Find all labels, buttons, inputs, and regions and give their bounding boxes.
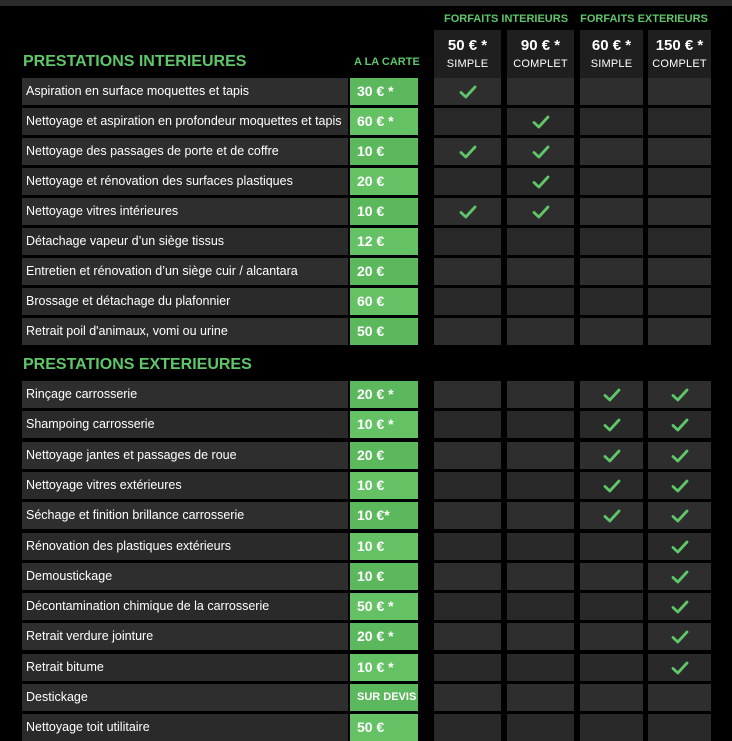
check-icon <box>459 85 477 99</box>
plan-cell <box>648 288 711 315</box>
a-la-carte-price: 60 € * <box>350 108 418 135</box>
service-label: Destickage <box>22 684 348 711</box>
plan-cell <box>648 593 711 620</box>
plan-cell <box>434 198 501 225</box>
check-icon <box>671 570 689 584</box>
check-icon <box>603 418 621 432</box>
a-la-carte-price: 50 € <box>350 714 418 741</box>
plan-cell <box>434 472 501 499</box>
a-la-carte-price: 10 €* <box>350 502 418 529</box>
service-label: Détachage vapeur d’un siège tissus <box>22 228 348 255</box>
plan-cell <box>580 714 643 741</box>
check-icon <box>459 145 477 159</box>
table-row <box>0 714 732 741</box>
plan-cell <box>507 563 574 590</box>
plan-cell <box>648 714 711 741</box>
plan-cell <box>507 228 574 255</box>
a-la-carte-price: 20 € <box>350 168 418 195</box>
service-label: Rénovation des plastiques extérieurs <box>22 533 348 560</box>
plan-cell <box>507 318 574 345</box>
plan-cell <box>648 533 711 560</box>
a-la-carte-price: 12 € <box>350 228 418 255</box>
plan-cell <box>434 138 501 165</box>
plan-cell <box>648 472 711 499</box>
plan-header-exterieur-complet <box>648 30 711 78</box>
a-la-carte-price: 10 € * <box>350 411 418 438</box>
plan-cell <box>580 258 643 285</box>
service-label: Nettoyage jantes et passages de roue <box>22 442 348 469</box>
plan-cell <box>507 623 574 650</box>
plan-price: 150 € * <box>655 37 704 54</box>
section-title-interieures: PRESTATIONS INTERIEURES <box>23 53 247 70</box>
service-label: Retrait bitume <box>22 654 348 681</box>
plan-cell <box>507 198 574 225</box>
forfaits-exterieurs-heading: FORFAITS EXTERIEURS <box>580 13 708 25</box>
table-row <box>0 228 732 255</box>
plan-cell <box>434 714 501 741</box>
plan-cell <box>507 593 574 620</box>
table-row <box>0 318 732 345</box>
plan-cell <box>507 502 574 529</box>
check-icon <box>603 479 621 493</box>
a-la-carte-price: 10 € <box>350 198 418 225</box>
plan-cell <box>580 502 643 529</box>
check-icon <box>671 388 689 402</box>
table-row <box>0 168 732 195</box>
plan-cell <box>580 198 643 225</box>
plan-cell <box>648 198 711 225</box>
plan-cell <box>648 381 711 408</box>
forfaits-interieurs-heading: FORFAITS INTERIEURS <box>443 13 569 25</box>
plan-cell <box>648 138 711 165</box>
plan-cell <box>580 138 643 165</box>
plan-cell <box>434 78 501 105</box>
a-la-carte-price: 60 € <box>350 288 418 315</box>
plan-cell <box>434 108 501 135</box>
plan-cell <box>434 593 501 620</box>
service-label: Nettoyage vitres intérieures <box>22 198 348 225</box>
plan-cell <box>434 318 501 345</box>
plan-cell <box>648 563 711 590</box>
a-la-carte-price: 50 € * <box>350 593 418 620</box>
plan-cell <box>507 654 574 681</box>
table-row <box>0 411 732 438</box>
check-icon <box>671 509 689 523</box>
plan-header-interieur-complet <box>507 30 574 78</box>
plan-header-interieur-simple <box>434 30 501 78</box>
a-la-carte-price: 20 € <box>350 442 418 469</box>
table-row <box>0 381 732 408</box>
service-label: Nettoyage et rénovation des surfaces plastiques <box>22 168 348 195</box>
check-icon <box>671 630 689 644</box>
plan-cell <box>580 533 643 560</box>
service-label: Aspiration en surface moquettes et tapis <box>22 78 348 105</box>
plan-cell <box>434 563 501 590</box>
plan-cell <box>648 502 711 529</box>
plan-cell <box>648 654 711 681</box>
check-icon <box>671 540 689 554</box>
plan-cell <box>507 442 574 469</box>
check-icon <box>671 418 689 432</box>
plan-cell <box>580 593 643 620</box>
plan-cell <box>580 228 643 255</box>
service-label: Nettoyage des passages de porte et de coffre <box>22 138 348 165</box>
table-row <box>0 472 732 499</box>
plan-cell <box>434 168 501 195</box>
check-icon <box>671 449 689 463</box>
table-row <box>0 533 732 560</box>
plan-cell <box>580 318 643 345</box>
plan-cell <box>434 684 501 711</box>
plan-type: COMPLET <box>513 58 568 70</box>
check-icon <box>603 449 621 463</box>
a-la-carte-price: 10 € <box>350 563 418 590</box>
plan-cell <box>507 258 574 285</box>
plan-cell <box>434 381 501 408</box>
plan-cell <box>507 714 574 741</box>
plan-cell <box>507 138 574 165</box>
plan-cell <box>507 684 574 711</box>
plan-cell <box>648 168 711 195</box>
table-row <box>0 138 732 165</box>
table-row <box>0 78 732 105</box>
a-la-carte-price: 10 € <box>350 533 418 560</box>
section-title-exterieures: PRESTATIONS EXTERIEURES <box>23 356 252 373</box>
service-label: Demoustickage <box>22 563 348 590</box>
check-icon <box>532 115 550 129</box>
service-label: Nettoyage vitres extérieures <box>22 472 348 499</box>
table-row <box>0 442 732 469</box>
plan-cell <box>648 318 711 345</box>
plan-cell <box>507 472 574 499</box>
service-label: Brossage et détachage du plafonnier <box>22 288 348 315</box>
plan-cell <box>580 78 643 105</box>
table-row <box>0 198 732 225</box>
plan-cell <box>434 623 501 650</box>
plan-cell <box>580 654 643 681</box>
service-label: Entretien et rénovation d’un siège cuir / alcantara <box>22 258 348 285</box>
plan-price: 90 € * <box>520 37 561 54</box>
check-icon <box>459 205 477 219</box>
check-icon <box>603 388 621 402</box>
table-row <box>0 684 732 711</box>
table-row <box>0 593 732 620</box>
service-label: Décontamination chimique de la carrosserie <box>22 593 348 620</box>
table-row <box>0 502 732 529</box>
plan-cell <box>580 563 643 590</box>
plan-cell <box>580 108 643 135</box>
service-label: Séchage et finition brillance carrosserie <box>22 502 348 529</box>
plan-cell <box>648 411 711 438</box>
plan-type: SIMPLE <box>590 58 633 70</box>
service-label: Nettoyage toit utilitaire <box>22 714 348 741</box>
service-label: Shampoing carrosserie <box>22 411 348 438</box>
a-la-carte-price: 20 € * <box>350 623 418 650</box>
plan-cell <box>648 623 711 650</box>
a-la-carte-price: 10 € * <box>350 654 418 681</box>
a-la-carte-price: 30 € * <box>350 78 418 105</box>
a-la-carte-heading: A LA CARTE <box>354 56 420 68</box>
check-icon <box>532 175 550 189</box>
table-row <box>0 623 732 650</box>
service-label: Retrait verdure jointure <box>22 623 348 650</box>
a-la-carte-price: 10 € <box>350 138 418 165</box>
plan-cell <box>580 411 643 438</box>
check-icon <box>532 145 550 159</box>
plan-cell <box>580 168 643 195</box>
plan-cell <box>507 381 574 408</box>
check-icon <box>671 661 689 675</box>
plan-type: SIMPLE <box>446 58 489 70</box>
plan-cell <box>648 108 711 135</box>
plan-cell <box>434 411 501 438</box>
plan-cell <box>648 258 711 285</box>
plan-cell <box>580 472 643 499</box>
plan-type: COMPLET <box>652 58 707 70</box>
plan-cell <box>507 168 574 195</box>
a-la-carte-price: 10 € <box>350 472 418 499</box>
table-row <box>0 288 732 315</box>
plan-cell <box>648 442 711 469</box>
check-icon <box>603 509 621 523</box>
plan-price: 50 € * <box>447 37 488 54</box>
plan-price: 60 € * <box>591 37 632 54</box>
plan-cell <box>580 623 643 650</box>
table-row <box>0 563 732 590</box>
plan-header-exterieur-simple <box>580 30 643 78</box>
plan-cell <box>434 654 501 681</box>
plan-cell <box>434 442 501 469</box>
plan-cell <box>507 411 574 438</box>
plan-cell <box>434 288 501 315</box>
plan-cell <box>580 381 643 408</box>
service-label: Retrait poil d'animaux, vomi ou urine <box>22 318 348 345</box>
plan-cell <box>507 78 574 105</box>
plan-cell <box>434 228 501 255</box>
plan-cell <box>648 78 711 105</box>
table-row <box>0 654 732 681</box>
plan-cell <box>580 288 643 315</box>
plan-cell <box>434 258 501 285</box>
a-la-carte-price: 50 € <box>350 318 418 345</box>
check-icon <box>671 479 689 493</box>
service-label: Nettoyage et aspiration en profondeur moquettes et tapis <box>22 108 348 135</box>
plan-cell <box>648 684 711 711</box>
a-la-carte-price: SUR DEVIS <box>350 684 418 711</box>
plan-cell <box>580 684 643 711</box>
a-la-carte-price: 20 € <box>350 258 418 285</box>
plan-cell <box>507 108 574 135</box>
plan-cell <box>580 442 643 469</box>
a-la-carte-price: 20 € * <box>350 381 418 408</box>
plan-cell <box>507 288 574 315</box>
check-icon <box>671 600 689 614</box>
plan-cell <box>434 502 501 529</box>
table-row <box>0 258 732 285</box>
service-label: Rinçage carrosserie <box>22 381 348 408</box>
top-bar <box>0 0 732 6</box>
plan-cell <box>507 533 574 560</box>
table-row <box>0 108 732 135</box>
plan-cell <box>648 228 711 255</box>
check-icon <box>532 205 550 219</box>
plan-cell <box>434 533 501 560</box>
